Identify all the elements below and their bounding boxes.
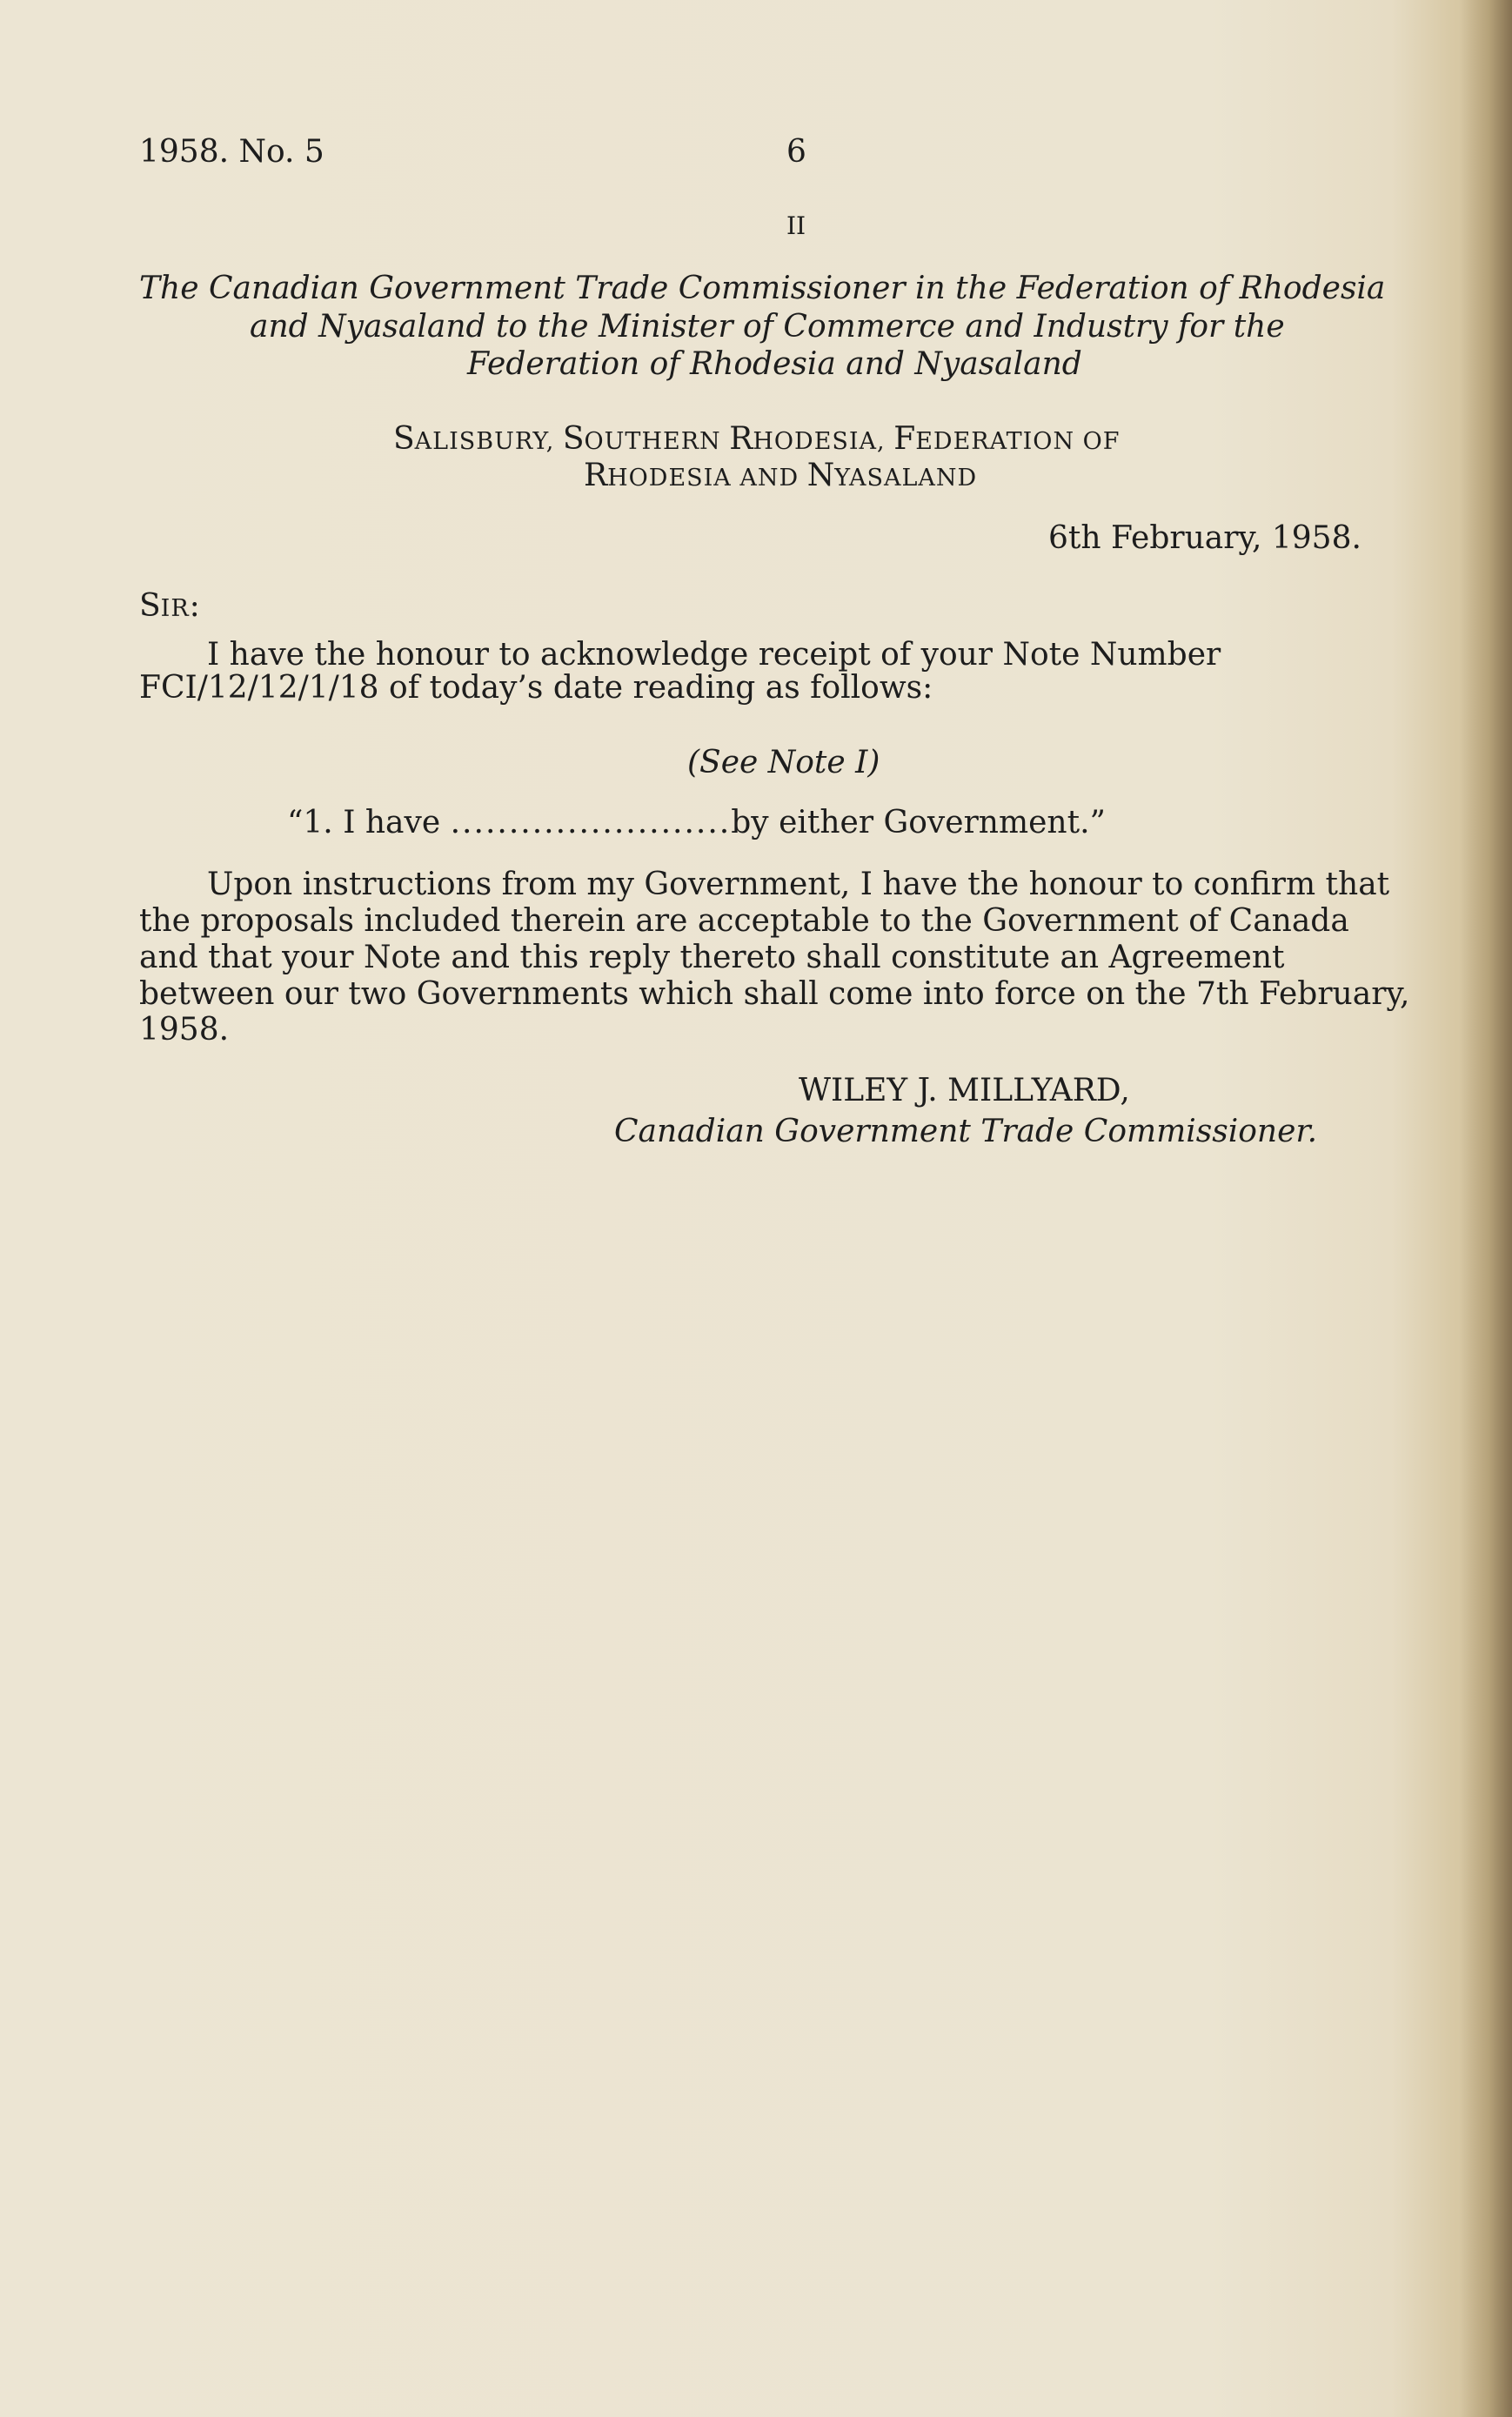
title-line-2: and Nyasaland to the Minister of Commerce and Industry for the (250, 309, 1285, 345)
place-word-rest: YASALAND (834, 465, 978, 492)
letter-date: 6th February, 1958. (1048, 520, 1361, 556)
place-word-rest: OUTHERN (584, 428, 730, 455)
page-edge-shadow (1460, 0, 1512, 2417)
para2-line-5: 1958. (139, 1012, 230, 1048)
place-word-rest: HODESIA AND (607, 465, 807, 492)
para2-line-3: and that your Note and this reply thereto shall constitute an Agreement (139, 940, 1285, 975)
see-note-reference: (See Note I) (687, 745, 880, 780)
place-word-rest: EDERATION OF (915, 428, 1121, 455)
title-line-3: Federation of Rhodesia and Nyasaland (467, 346, 1082, 382)
para2-line-4: between our two Governments which shall come into force on the 7th February, (139, 976, 1410, 1012)
para2-line-2: the proposals included therein are acceptable to the Government of Canada (139, 903, 1349, 939)
place-word-cap: R (584, 458, 608, 493)
quote-end: by either Government.” (731, 805, 1106, 840)
header-year-number: 1958. No. 5 (139, 134, 324, 170)
salutation-cap: S (139, 588, 161, 624)
salutation-colon: : (189, 588, 200, 624)
para1-line-1: I have the honour to acknowledge receipt of your Note Number (207, 637, 1221, 673)
place-word-cap: S (562, 421, 585, 457)
signatory-name: WILEY J. MILLYARD, (799, 1073, 1130, 1108)
title-line-1: The Canadian Government Trade Commissioner in the Federation of Rhodesia (139, 271, 1386, 306)
signatory-title: Canadian Government Trade Commissioner. (614, 1114, 1318, 1149)
quote-start: “1. I have (287, 805, 441, 840)
place-line-1 (393, 421, 1121, 463)
quote-ellipsis: ........................ (450, 805, 732, 840)
page-number: 6 (786, 134, 806, 170)
place-word-rest: HODESIA, (753, 428, 894, 455)
salutation-rest: IR (160, 595, 190, 622)
place-word-cap: S (393, 421, 415, 457)
place-word-cap: R (729, 421, 753, 457)
salutation (139, 588, 200, 630)
section-numeral: II (786, 211, 806, 240)
place-word-cap: F (893, 421, 916, 457)
place-line-2 (584, 458, 977, 499)
para2-line-1: Upon instructions from my Government, I have the honour to confirm that (207, 867, 1390, 902)
para1-line-2: FCI/12/12/1/18 of today’s date reading as follows: (139, 670, 933, 706)
place-word-cap: N (806, 458, 835, 493)
place-word-rest: ALISBURY, (414, 428, 563, 455)
quoted-excerpt (287, 805, 1106, 841)
